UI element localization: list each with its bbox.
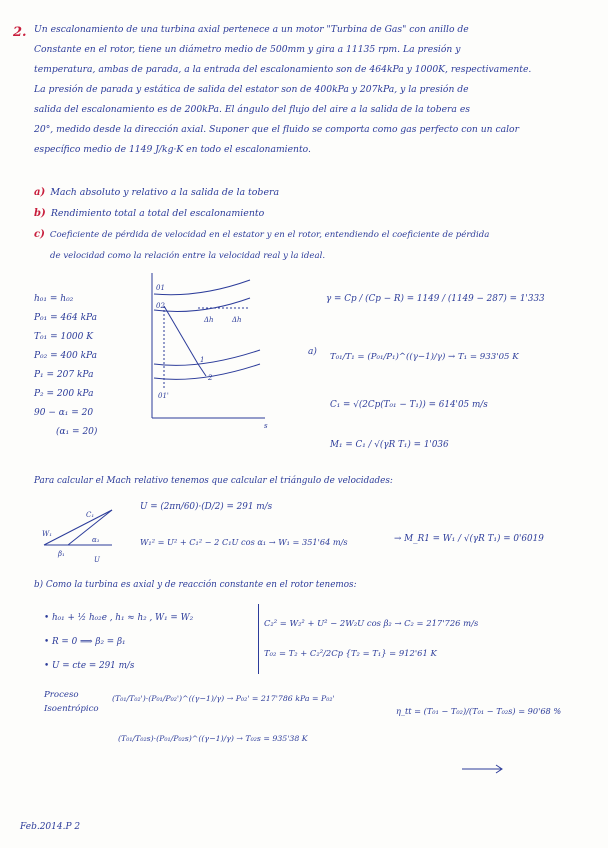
statement-line: específico medio de 1149 J/kg·K en todo el escalonamiento.	[34, 144, 311, 155]
velocity-triangle	[40, 500, 120, 568]
tri-label: β₁	[58, 550, 65, 558]
tri-label: U	[94, 556, 100, 564]
statement-line: Constante en el rotor, tiene un diámetro medio de 500mm y gira a 11135 rpm. La presión y	[34, 44, 461, 55]
problem-number: 2.	[13, 25, 27, 40]
c1-eq: C₁ = √(2Cp(T₀₁ − T₁)) = 614'05 m/s	[330, 400, 488, 410]
given-item: P₀₁ = 464 kPa	[34, 313, 98, 323]
w1-eq: W₁² = U² + C₁² − 2 C₁U cos α₁ → W₁ = 351'64 m/s	[140, 537, 348, 547]
statement-line: Un escalonamiento de una turbina axial pertenece a un motor "Turbina de Gas" con anillo de	[34, 24, 469, 35]
b-left-item: • U = cte = 291 m/s	[44, 661, 135, 671]
b-right-item: T₀₂ = T₂ + C₂²/2Cp {T₂ = T₁} = 912'61 K	[264, 648, 437, 658]
given-item: 90 − α₁ = 20	[34, 408, 94, 418]
statement-line: La presión de parada y estática de salida del estator son de 400kPa y 207kPa, y la presión de	[34, 84, 469, 95]
part-a-label: a)	[308, 347, 317, 357]
relative-intro: Para calcular el Mach relativo tenemos que calcular el triángulo de velocidades:	[34, 476, 393, 486]
b-intro: b) Como la turbina es axial y de reacción constante en el rotor tenemos:	[34, 580, 357, 590]
b-left-item: • h₀₁ + ½ h₀₂e , h₁ ≈ h₂ , W₁ = W₂	[44, 613, 194, 623]
efficiency-eq: η_tt = (T₀₁ − T₀₂)/(T₀₁ − T₀₂s) = 90'68 %	[396, 706, 562, 716]
tri-label: W₁	[42, 530, 53, 538]
b-right-list	[264, 608, 478, 668]
isobar-p02	[154, 298, 250, 312]
given-item: h₀₁ = h₀₂	[34, 294, 74, 304]
problem-parts	[34, 180, 489, 264]
given-item: P₀₂ = 400 kPa	[34, 351, 98, 361]
process-label: Proceso Isoentrópico	[44, 690, 99, 714]
m1-eq: M₁ = C₁ / √(γR T₁) = 1'036	[330, 440, 449, 450]
footer-label: Feb.2014.P 2	[20, 822, 81, 832]
diag-label: 02	[156, 302, 165, 310]
continue-arrow-icon	[460, 762, 508, 776]
u-eq: U = (2πn/60)·(D/2) = 291 m/s	[140, 502, 273, 512]
problem-statement	[34, 20, 594, 160]
diag-label: 2	[208, 374, 213, 382]
b-divider	[258, 604, 259, 674]
b-left-list	[44, 606, 193, 678]
tri-label: α₁	[92, 536, 100, 544]
diag-label: 01	[156, 284, 165, 292]
process-01-1	[164, 306, 198, 364]
gamma-eq: γ = Cp / (Cp − R) = 1149 / (1149 − 287) = 1'333	[326, 294, 545, 304]
isobar-p1	[154, 350, 260, 365]
isobar-p01	[154, 280, 250, 295]
part-b: b) Rendimiento total a total del escalonamiento	[34, 208, 265, 219]
diag-label: s	[264, 422, 268, 430]
statement-line: 20°, medido desde la dirección axial. Suponer que el fluido se comporta como gas perfecto con un calor	[34, 124, 519, 135]
given-item: P₂ = 200 kPa	[34, 389, 94, 399]
b-right-item: C₂² = W₂² + U² − 2W₂U cos β₂ → C₂ = 217'726 m/s	[264, 618, 479, 628]
dh-label: Δh	[204, 316, 214, 324]
process-1-2	[198, 364, 206, 376]
given-item: (α₁ = 20)	[56, 427, 98, 437]
diag-label: 1	[200, 356, 205, 364]
diag-label: 01'	[158, 392, 169, 400]
t-ratio-eq: T₀₁/T₁ = (P₀₁/P₁)^((γ−1)/γ) → T₁ = 933'05 K	[330, 352, 519, 362]
given-data	[34, 290, 97, 442]
part-c: c) Coeficiente de pérdida de velocidad en el estator y en el rotor, entendiendo el coeficiente de pérdida	[34, 229, 490, 240]
given-item: T₀₁ = 1000 K	[34, 332, 93, 342]
given-item: P₁ = 207 kPa	[34, 370, 94, 380]
statement-line: temperatura, ambas de parada, a la entrada del escalonamiento son de 464kPa y 1000K, respectivamente.	[34, 64, 532, 75]
process-eq1: (T₀₁/T₀₂')·(P₀₁/P₀₂')^((γ−1)/γ) → P₀₂' = 217'786 kPa = P₀₂'	[112, 694, 335, 703]
c1-vector	[44, 510, 112, 545]
process-eq2: (T₀₁/T₀₂s)·(P₀₁/P₀₂s)^((γ−1)/γ) → T₀₂s = 935'38 K	[118, 734, 308, 743]
mr-eq: → M_R1 = W₁ / √(γR T₁) = 0'6019	[394, 534, 544, 544]
b-left-item: • R = 0 ⟹ β₂ = β₁	[44, 637, 126, 647]
dh-label: Δh	[232, 316, 242, 324]
part-a: a) Mach absoluto y relativo a la salida de la tobera	[34, 187, 280, 198]
hs-diagram	[140, 268, 275, 433]
part-c-cont: de velocidad como la relación entre la velocidad real y la ideal.	[50, 251, 326, 261]
statement-line: salida del escalonamiento es de 200kPa. El ángulo del flujo del aire a la salida de la tobera es	[34, 104, 470, 115]
tri-label: C₁	[86, 511, 95, 519]
isobar-p2	[154, 364, 260, 379]
